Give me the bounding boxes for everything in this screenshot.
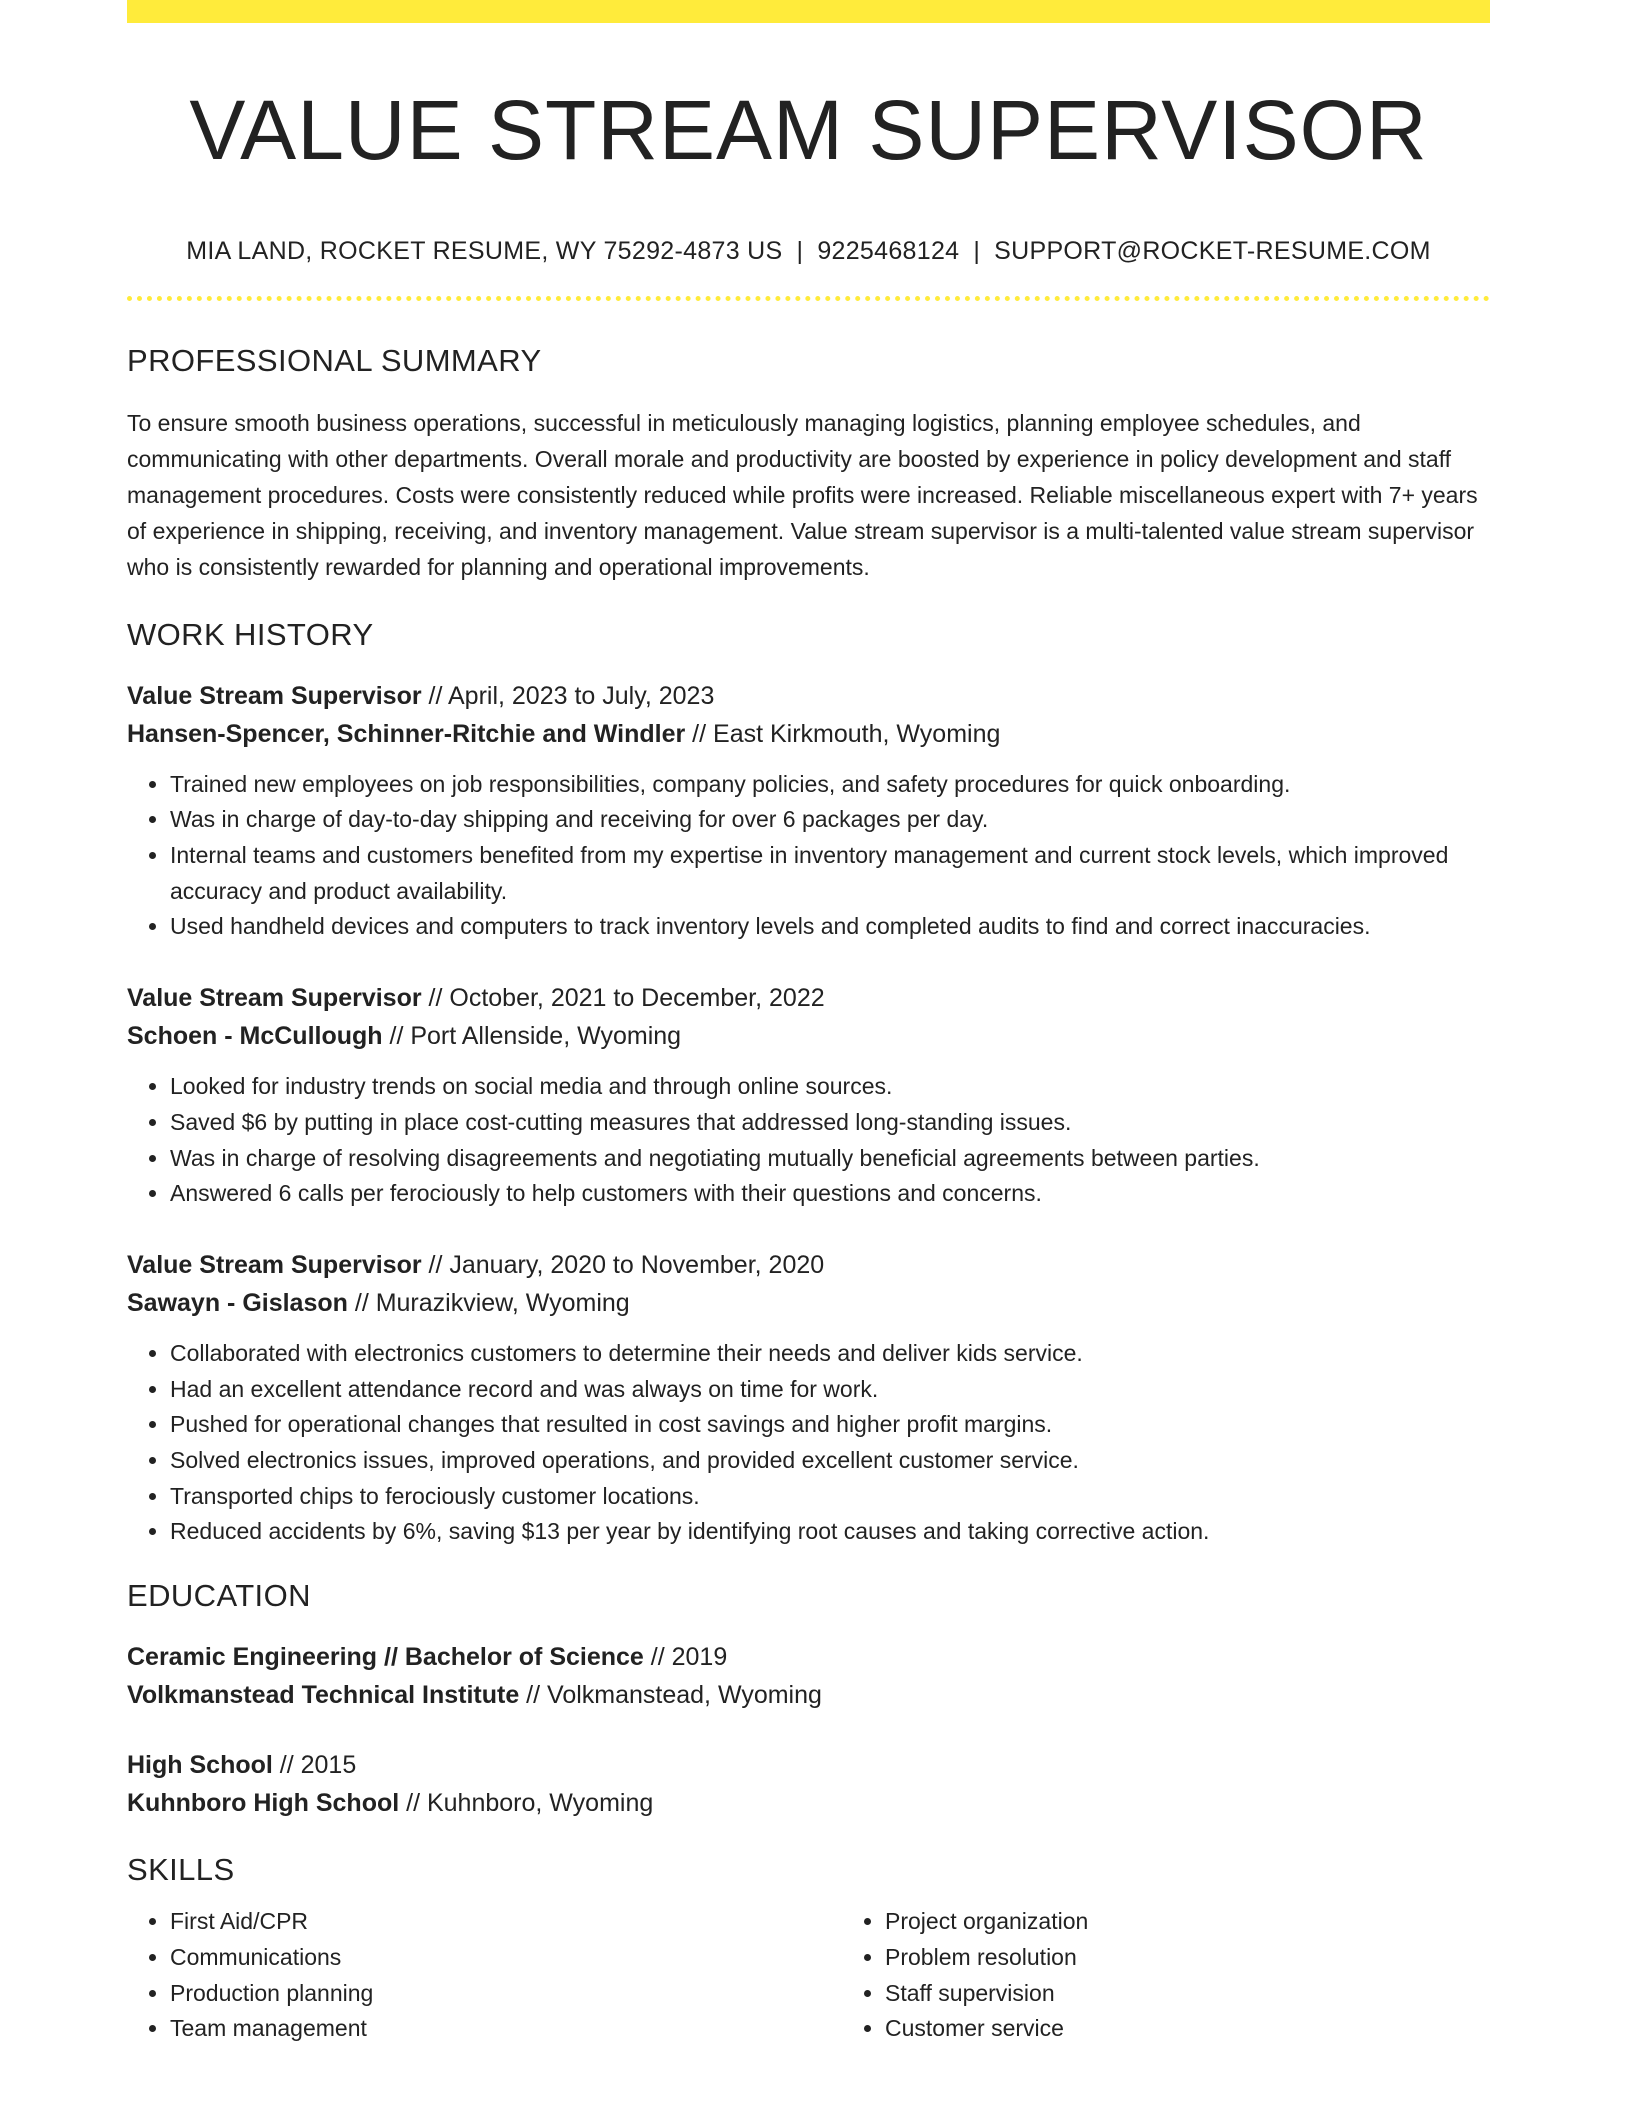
education-entry [127, 1638, 1490, 1714]
section-heading-summary: PROFESSIONAL SUMMARY [127, 342, 542, 378]
job-company: Schoen - McCullough [127, 1022, 383, 1051]
education-degree: High School [127, 1751, 273, 1780]
skill-item: • Customer service [885, 2011, 1490, 2047]
job-location: // Port Allenside, Wyoming [382, 1022, 682, 1051]
education-section [127, 1578, 1490, 1822]
job-bullet: • Solved electronics issues, improved operations, and provided excellent customer service. [170, 1443, 1490, 1479]
job-location: // Murazikview, Wyoming [347, 1288, 630, 1317]
job-title-line [127, 677, 1490, 715]
contact-separator: | [796, 236, 804, 265]
resume-title: VALUE STREAM SUPERVISOR [189, 83, 1428, 177]
job-bullet: • Looked for industry trends on social media and through online sources. [170, 1069, 1490, 1105]
dotted-divider [127, 296, 1490, 301]
job-dates: // October, 2021 to December, 2022 [421, 984, 825, 1013]
education-school-line [127, 1676, 1490, 1714]
education-location: // Kuhnboro, Wyoming [399, 1789, 654, 1818]
work-history-section [127, 617, 1490, 1551]
skill-item: • First Aid/CPR [170, 1904, 842, 1940]
skills-right-column [842, 1904, 1490, 2047]
education-degree-line [127, 1746, 1490, 1784]
job-company-line [127, 1017, 1490, 1055]
section-heading-education: EDUCATION [127, 1578, 311, 1614]
job-bullets [127, 1069, 1490, 1212]
job-bullet: • Trained new employees on job responsibilities, company policies, and safety procedures for quick onboarding. [170, 767, 1490, 803]
skill-item: • Staff supervision [885, 1976, 1490, 2012]
summary-text: To ensure smooth business operations, successful in meticulously managing logistics, planning employee schedules, and communicating with other departments. Overall morale and productivity are boosted by experience in policy development and staff management procedures. Costs were consistently reduced while profits were increased. Reliable miscellaneous expert with 7+ years of experience in shipping, receiving, and inventory management. Value stream supervisor is a multi-talented value stream supervisor who is consistently rewarded for planning and operational improvements. [127, 409, 1478, 580]
education-year: // 2019 [643, 1643, 728, 1672]
contact-email: SUPPORT@ROCKET-RESUME.COM [994, 236, 1431, 265]
skill-item: • Production planning [170, 1976, 842, 2012]
job-title-line [127, 979, 1490, 1017]
job-bullet: • Was in charge of resolving disagreements and negotiating mutually beneficial agreements between parties. [170, 1141, 1490, 1177]
job-bullet: • Had an excellent attendance record and was always on time for work. [170, 1372, 1490, 1408]
job-bullets [127, 1336, 1490, 1550]
accent-bar [127, 0, 1490, 23]
skill-item: • Communications [170, 1940, 842, 1976]
contact-address: MIA LAND, ROCKET RESUME, WY 75292-4873 US [186, 236, 783, 265]
job-title: Value Stream Supervisor [127, 681, 422, 710]
education-degree-line [127, 1638, 1490, 1676]
skill-item: • Problem resolution [885, 1940, 1490, 1976]
job-dates: // January, 2020 to November, 2020 [421, 1250, 825, 1279]
job-bullet: • Reduced accidents by 6%, saving $13 per year by identifying root causes and taking corrective action. [170, 1514, 1490, 1550]
section-heading-skills: SKILLS [127, 1852, 235, 1888]
job-bullet: • Answered 6 calls per ferociously to help customers with their questions and concerns. [170, 1176, 1490, 1212]
job-company-line [127, 715, 1490, 753]
contact-line [127, 237, 1490, 266]
job-company: Hansen-Spencer, Schinner-Ritchie and Windler [127, 719, 686, 748]
skills-section [127, 1852, 1490, 2047]
skills-left-column [127, 1904, 842, 2047]
education-school: Volkmanstead Technical Institute [127, 1681, 520, 1710]
job-company-line [127, 1284, 1490, 1322]
job-bullet: • Collaborated with electronics customers to determine their needs and deliver kids service. [170, 1336, 1490, 1372]
job-title-line [127, 1246, 1490, 1284]
resume-content [127, 60, 1490, 2047]
job-company: Sawayn - Gislason [127, 1288, 348, 1317]
education-degree: Ceramic Engineering // Bachelor of Science [127, 1643, 644, 1672]
skills-columns [127, 1904, 1490, 2047]
job-bullets [127, 767, 1490, 946]
job-location: // East Kirkmouth, Wyoming [685, 719, 1001, 748]
skill-item: • Project organization [885, 1904, 1490, 1940]
job-title: Value Stream Supervisor [127, 1250, 422, 1279]
skill-item: • Team management [170, 2011, 842, 2047]
job-bullet: • Used handheld devices and computers to track inventory levels and completed audits to find and correct inaccuracies. [170, 909, 1490, 945]
job-title: Value Stream Supervisor [127, 984, 422, 1013]
job-entry [127, 1246, 1490, 1550]
section-heading-work: WORK HISTORY [127, 616, 374, 652]
job-entry [127, 979, 1490, 1212]
summary-section [127, 343, 1490, 585]
education-school-line [127, 1784, 1490, 1822]
education-entry [127, 1746, 1490, 1822]
job-dates: // April, 2023 to July, 2023 [421, 681, 715, 710]
education-year: // 2015 [272, 1751, 357, 1780]
job-bullet: • Saved $6 by putting in place cost-cutting measures that addressed long-standing issues. [170, 1105, 1490, 1141]
job-bullet: • Was in charge of day-to-day shipping and receiving for over 6 packages per day. [170, 802, 1490, 838]
education-school: Kuhnboro High School [127, 1789, 400, 1818]
job-entry [127, 677, 1490, 946]
job-bullet: • Pushed for operational changes that resulted in cost savings and higher profit margins. [170, 1407, 1490, 1443]
job-bullet: • Transported chips to ferociously customer locations. [170, 1479, 1490, 1515]
contact-phone: 9225468124 [817, 236, 960, 265]
education-location: // Volkmanstead, Wyoming [519, 1681, 822, 1710]
job-bullet: • Internal teams and customers benefited from my expertise in inventory management and current stock levels, which improved accuracy and product availability. [170, 838, 1490, 909]
contact-separator: | [973, 236, 981, 265]
